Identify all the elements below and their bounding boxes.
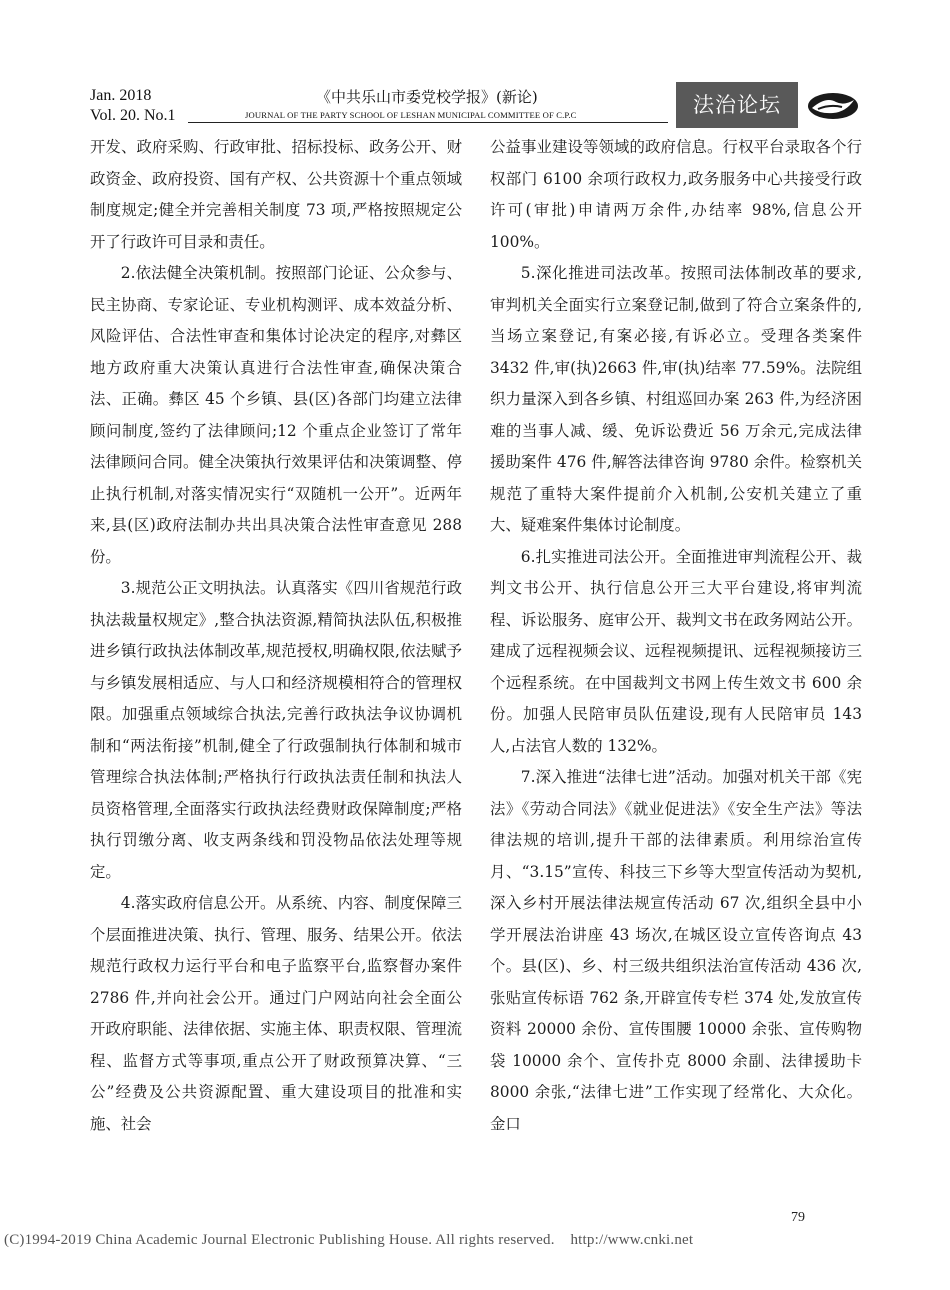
issue-date: Jan. 2018 [90,87,152,104]
paragraph-continued: 开发、政府采购、行政审批、招标投标、政务公开、财政资金、政府投资、国有产权、公共资源十个重点领域制度规定;健全并完善相关制度 73 项,严格按照规定公开了行政许可目录和责任。 [90,138,462,251]
copyright-footer: (C)1994-2019 China Academic Journal Electronic Publishing House. All rights reserved. http://www.cnki.net [4,1232,694,1248]
left-column [90,132,467,1140]
section-label: 法治论坛 [676,82,798,128]
paragraph-continued: 公益事业建设等领域的政府信息。行权平台录取各个行权部门 6100 余项行政权力,政务服务中心共接受行政许可(审批)申请两万余件,办结率 98%,信息公开 100%。 [490,138,867,251]
journal-title: 《中共乐山市委党校学报》(新论) [316,88,538,106]
issue-info [90,86,176,126]
paragraph-information-disclosure: 4.落实政府信息公开。从系统、内容、制度保障三个层面推进决策、执行、管理、服务、结果公开。依法规范行政权力运行平台和电子监察平台,监察督办案件 2786 件,并向社会公开。通过门户网站向社会全面公开政府职能、法律依据、实施主体、职责权限、管理流程、监督方式等事项,重点公开了财政预算决算、“三公”经费及公共资源配置、重大建设项目的批准和实施、社会 [90,894,467,1133]
paragraph-decision-mechanism: 2.依法健全决策机制。按照部门论证、公众参与、民主协商、专家论证、专业机构测评、成本效益分析、风险评估、合法性审查和集体讨论决定的程序,对彝区地方政府重大决策认真进行合法性审查,确保决策合法、正确。彝区 45 个乡镇、县(区)各部门均建立法律顾问制度,签约了法律顾问;12 个重点企业签订了常年法律顾问合同。健全决策执行效果评估和决策调整、停止执行机制,对落实情况实行“双随机一公开”。近两年来,县(区)政府法制办共出具决策合法性审查意见 288 份。 [90,264,467,566]
paragraph-law-enforcement: 3.规范公正文明执法。认真落实《四川省规范行政执法裁量权规定》,整合执法资源,精简执法队伍,积极推进乡镇行政执法体制改革,规范授权,明确权限,依法赋予与乡镇发展相适应、与人口和经济规模相符合的管理权限。加强重点领域综合执法,完善行政执法争议协调机制和“两法衔接”机制,健全了行政强制执行体制和城市管理综合执法体制;严格执行行政执法责任制和执法人员资格管理,全面落实行政执法经费财政保障制度;严格执行罚缴分离、收支两条线和罚没物品依法处理等规定。 [90,579,462,881]
right-column [490,132,867,1140]
paragraph-judicial-openness: 6.扎实推进司法公开。全面推进审判流程公开、裁判文书公开、执行信息公开三大平台建设,将审判流程、诉讼服务、庭审公开、裁判文书在政务网站公开。建成了远程视频会议、远程视频提讯、远程视频接访三个远程系统。在中国裁判文书网上传生效文书 600 余份。加强人民陪审员队伍建设,现有人民陪审员 143 人,占法官人数的 132%。 [490,547,867,755]
issue-volume: Vol. 20. No.1 [90,107,176,124]
paragraph-judicial-reform: 5.深化推进司法改革。按照司法体制改革的要求,审判机关全面实行立案登记制,做到了符合立案条件的,当场立案登记,有案必接,有诉必立。受理各类案件 3432 件,审(执)2663 件,审(执)结率 77.59%。法院组织力量深入到各乡镇、村组巡回办案 263 件,为经济困难的当事人减、缓、免诉讼费近 56 万余元,完成法律援助案件 476 件,解答法律咨询 9780 余件。检察机关规范了重特大案件提前介入机制,公安机关建立了重大、疑难案件集体讨论制度。 [490,264,867,534]
header-rule [188,122,668,123]
journal-title-en: JOURNAL OF THE PARTY SCHOOL OF LESHAN MUNICIPAL COMMITTEE OF C.P.C [245,110,577,120]
journal-logo-icon [806,88,860,122]
page-number: 79 [791,1210,805,1225]
paragraph-law-seven-entries: 7.深入推进“法律七进”活动。加强对机关干部《宪法》《劳动合同法》《就业促进法》《安全生产法》等法律法规的培训,提升干部的法律素质。利用综治宣传月、“3.15”宣传、科技三下乡等大型宣传活动为契机,深入乡村开展法律法规宣传活动 67 次,组织全县中小学开展法治讲座 43 场次,在城区设立宣传咨询点 43 个。县(区)、乡、村三级共组织法治宣传活动 436 次,张贴宣传标语 762 条,开辟宣传专栏 374 处,发放宣传资料 20000 余份、宣传围腰 10000 余张、宣传购物袋 10000 余个、宣传扑克 8000 余副、法律援助卡 8000 余张,“法律七进”工作实现了经常化、大众化。金口 [490,768,867,1133]
